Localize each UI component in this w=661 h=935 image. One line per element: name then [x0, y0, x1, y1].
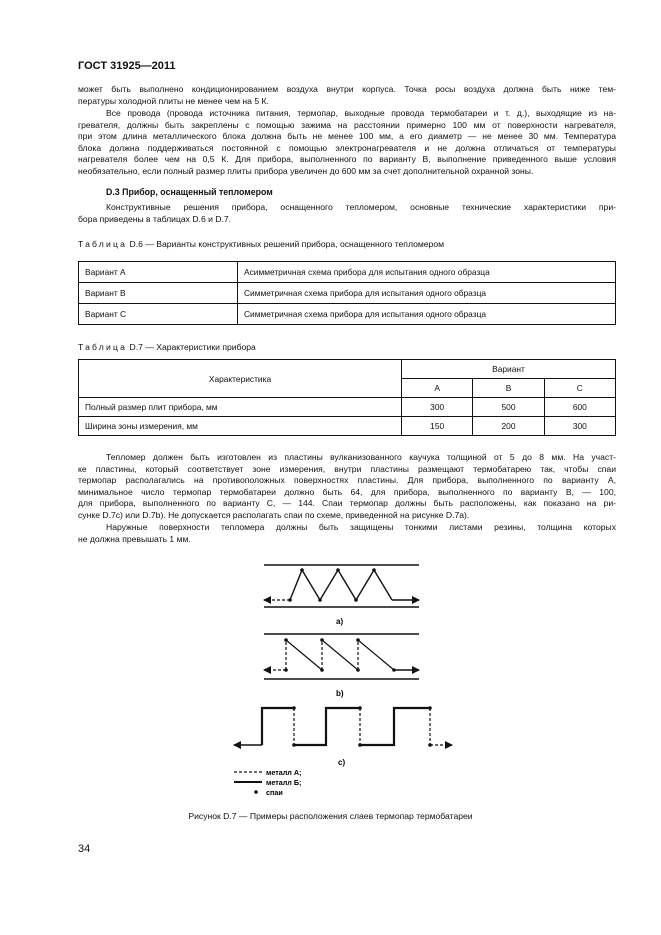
table-header-cell: А: [402, 379, 473, 398]
diagram-c: [234, 706, 452, 767]
text-line: нагревателя более чем на 0,5 К. Для прибора, выполненного по варианту В, выполнение приведенного выше условия: [78, 154, 616, 165]
table-cell: 300: [402, 398, 473, 417]
table-cell: 150: [402, 417, 473, 436]
section-heading: D.3 Прибор, оснащенный тепломером: [106, 187, 273, 197]
text-line: может быть выполнено кондиционированием воздуха внутри корпуса. Точка росы воздуха должна быть ниже тем-: [78, 84, 616, 94]
thermocouple-chain: [290, 570, 392, 600]
table-cell: Вариант А: [79, 262, 238, 283]
table-header-cell: С: [544, 379, 615, 398]
text-line: сунке D.7c) или D.7b). Не допускается располагать спаи по схеме, приведенной на рисунке D.7a).: [78, 509, 470, 520]
text-line: не должна превышать 1 мм.: [78, 533, 191, 544]
label-c: c): [338, 758, 346, 767]
caption-text: D.7 — Характеристики прибора: [127, 342, 256, 352]
text-line: Наружные поверхности тепломера должны быть защищены тонкими листами резины, толщина которых: [106, 522, 616, 532]
table-cell: 300: [544, 417, 615, 436]
caption-word: Таблица: [78, 342, 128, 352]
text-line: Все провода (провода источника питания, термопар, выходные провода термобатареи и т. д.), выходящие из на-: [106, 108, 616, 118]
text-line: необязательно, если полный размер плиты прибора увеличен до 600 мм за счет дополнительной охранной зоны.: [78, 165, 534, 176]
legend-metal-a: металл А;: [266, 768, 302, 777]
label-a: a): [336, 617, 344, 626]
legend-junctions: спаи: [266, 788, 283, 797]
table-cell: 600: [544, 398, 615, 417]
table-header-cell: В: [473, 379, 544, 398]
legend: [234, 768, 301, 797]
text-line: для прибора, выполненного по варианту С, — 144. Спаи термопар должны быть расположены, как показано на ри-: [78, 498, 616, 509]
caption-text: D.6 — Варианты конструктивных решений прибора, оснащенного тепломером: [127, 239, 445, 249]
diagram-a: [264, 565, 419, 626]
text-line: блока должна поддерживаться постоянной с помощью электронагревателя и не должна отличаться от температуры: [78, 142, 616, 153]
text-line: пературы холодной плиты не менее чем на 5 К.: [78, 95, 269, 106]
table-cell: Вариант С: [79, 304, 238, 325]
diagram-b: [264, 634, 419, 698]
label-b: b): [336, 689, 344, 698]
table-header-cell: Характеристика: [79, 360, 402, 398]
junction-dots: [292, 706, 432, 747]
table-header-cell: Вариант: [402, 360, 616, 379]
table-cell: Ширина зоны измерения, мм: [79, 417, 402, 436]
table-cell: Асимметричная схема прибора для испытания одного образца: [238, 262, 616, 283]
text-line: термопар располагались на противоположных поверхностях пластины. Для прибора, выполненного по варианту А,: [78, 475, 616, 486]
figure-caption: Рисунок D.7 — Примеры расположения слаев термопар термобатареи: [188, 811, 473, 821]
legend-metal-b: металл Б;: [266, 778, 302, 787]
metal-a-segments: [294, 708, 430, 745]
text-line: Тепломер должен быть изготовлен из пластины вулканизованного каучука толщиной от 5 до 8 мм. На участ-: [106, 452, 616, 462]
text-line: гревателя, должны быть закреплены с помощью зажима на расстоянии примерно 100 мм от поверхности нагревателя,: [78, 119, 616, 130]
document-header: ГОСТ 31925—2011: [78, 60, 176, 72]
page-number: 34: [78, 843, 91, 855]
table-cell: Симметричная схема прибора для испытания одного образца: [238, 304, 616, 325]
text-line: ке пластины, который соответствует зоне измерения, внутри пластины размещают термобатарею так, чтобы спаи: [78, 463, 616, 474]
table-cell: Симметричная схема прибора для испытания одного образца: [238, 283, 616, 304]
legend-dot: [254, 790, 258, 794]
text-line: Конструктивные решения прибора, оснащенного тепломером, основные технические характеристики при-: [106, 202, 616, 212]
table-cell: 500: [473, 398, 544, 417]
thermocouple-chain: [286, 640, 394, 670]
table-cell: 200: [473, 417, 544, 436]
caption-word: Таблица: [78, 239, 128, 249]
text-line: минимальное число термопар термобатареи должно быть 64, для прибора, выполненного по варианту В, — 100,: [78, 486, 616, 497]
text-line: бора приведены в таблицах D.6 и D.7.: [78, 213, 232, 224]
table-cell: Вариант В: [79, 283, 238, 304]
text-line: при этом длина металлического блока должна быть не менее 100 мм, а его диаметр — не менее 30 мм. Температура: [78, 131, 616, 142]
table-cell: Полный размер плит прибора, мм: [79, 398, 402, 417]
metal-b-segments: [262, 708, 430, 745]
